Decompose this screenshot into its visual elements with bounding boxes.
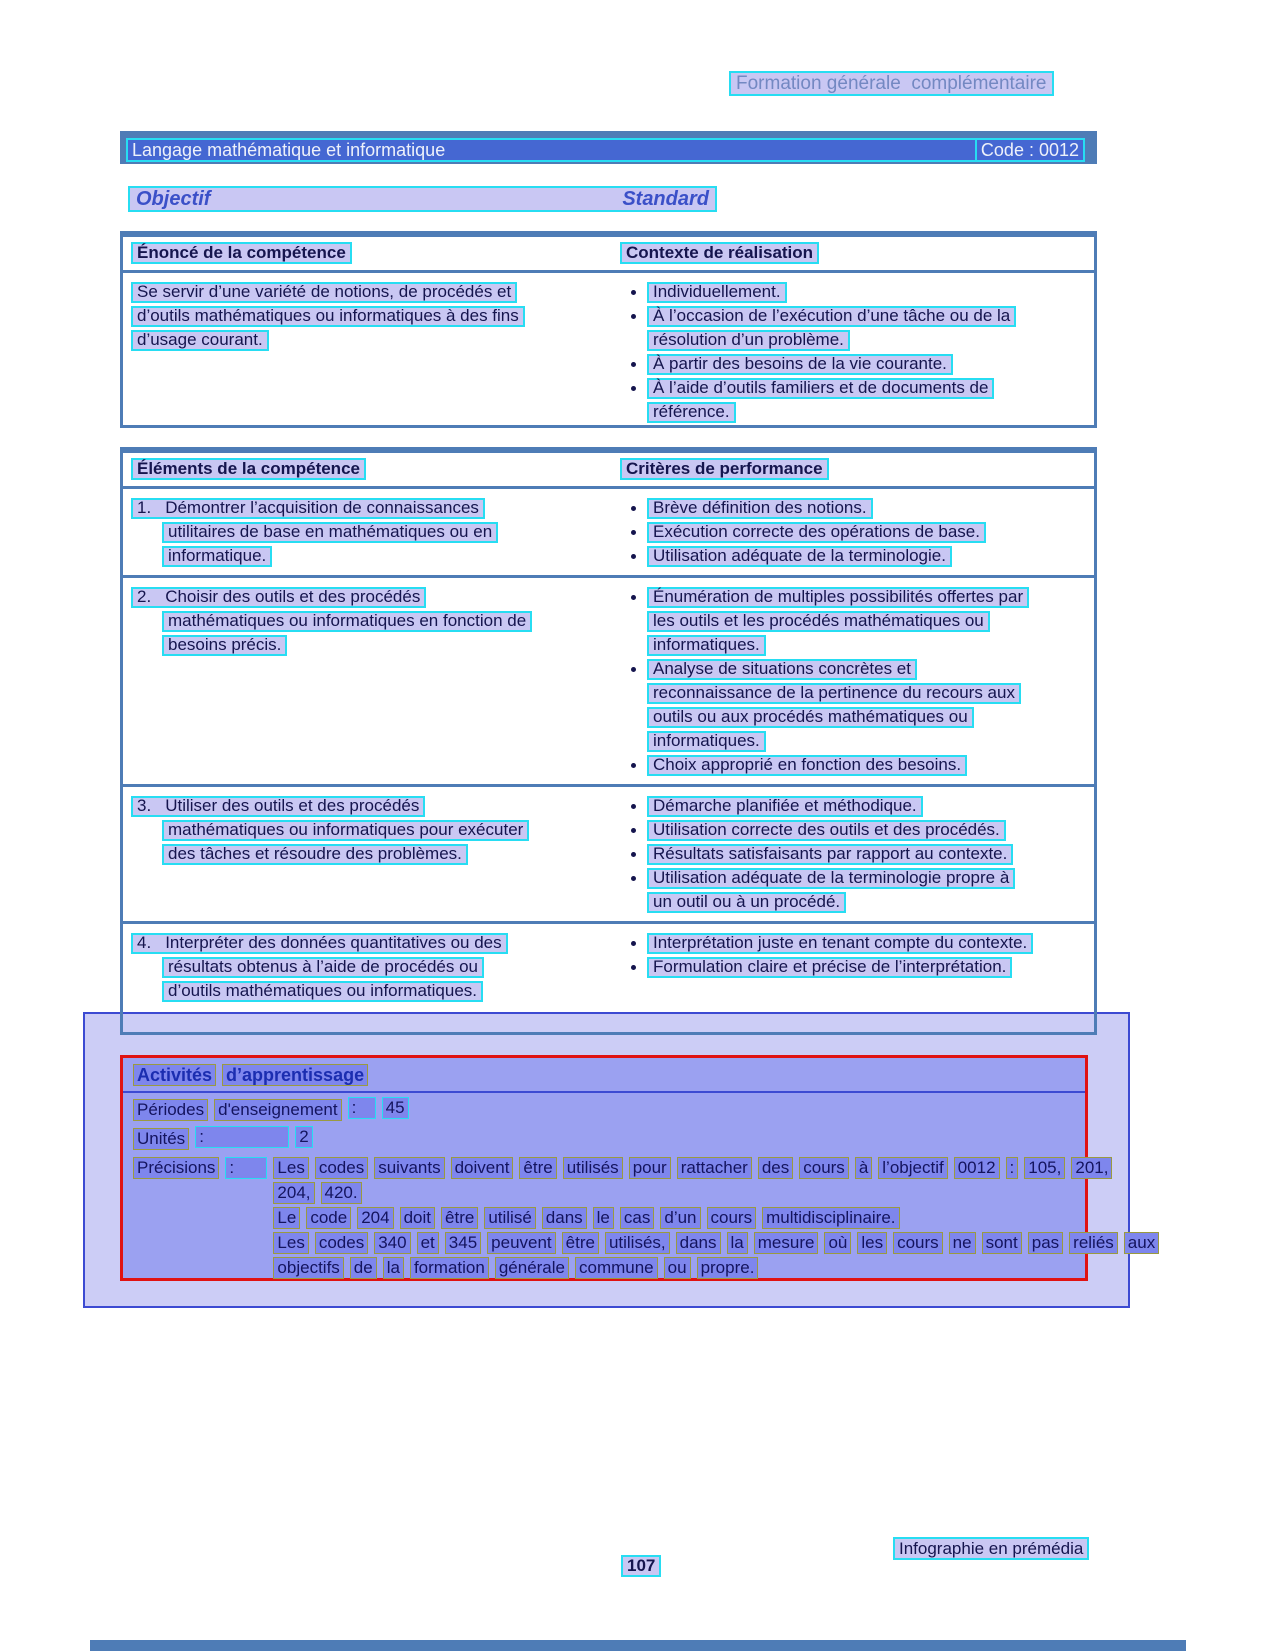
text-line: référence.: [647, 402, 736, 423]
word-chip: suivants: [374, 1157, 444, 1179]
element-cell: [123, 794, 620, 914]
word-chip: être: [519, 1157, 556, 1179]
footer-bar: [90, 1640, 1186, 1651]
element-cell: [123, 931, 620, 1003]
word-chip: générale: [495, 1257, 569, 1279]
word-chip: 105,: [1024, 1157, 1065, 1179]
word-chip: pour: [629, 1157, 671, 1179]
unites-value: 2: [295, 1126, 312, 1148]
critere-cell: [620, 794, 1094, 914]
bullet-icon: [631, 530, 636, 535]
text-line: outils ou aux procédés mathématiques ou: [647, 707, 974, 728]
word-chip: cas: [620, 1207, 654, 1229]
word-chip: doit: [400, 1207, 435, 1229]
word-chip: le: [593, 1207, 614, 1229]
word-chip: l’objectif: [878, 1157, 947, 1179]
text-line: Résultats satisfaisants par rapport au contexte.: [647, 844, 1013, 865]
text-line: [273, 1155, 1165, 1180]
text-line: les outils et les procédés mathématiques ou: [647, 611, 990, 632]
competence-table: [120, 231, 1097, 428]
text-line: À l’occasion de l’exécution d’une tâche ou de la: [647, 306, 1016, 327]
word-chip: être: [562, 1232, 599, 1254]
bullet-icon: [631, 506, 636, 511]
text-line: Brève définition des notions.: [647, 498, 873, 519]
word-chip: utilisé: [484, 1207, 535, 1229]
word-chip: Les: [273, 1232, 308, 1254]
title-banner: [120, 131, 1097, 164]
table2-row-3: [123, 784, 1094, 921]
word-chip: d’apprentissage: [222, 1064, 368, 1086]
contexte-cell: [620, 280, 1094, 424]
title-banner-highlight: [126, 138, 1085, 162]
text-line: informatiques.: [647, 635, 766, 656]
table1-header-right: Contexte de réalisation: [620, 242, 819, 264]
text-line: reconnaissance de la pertinence du recours aux: [647, 683, 1021, 704]
element-cell: [123, 496, 620, 568]
critere-cell: [620, 585, 1094, 777]
text-line: des tâches et résoudre des problèmes.: [162, 844, 468, 865]
word-chip: rattacher: [677, 1157, 752, 1179]
table1-body-row: [123, 273, 1094, 431]
word-chip: les: [857, 1232, 887, 1254]
text-line: Énumération de multiples possibilités offertes par: [647, 587, 1029, 608]
text-line: Choix approprié en fonction des besoins.: [647, 755, 967, 776]
page-number: 107: [621, 1555, 661, 1577]
bullet-icon: [631, 804, 636, 809]
text-line: mathématiques ou informatiques en fonction de: [162, 611, 532, 632]
word-chip: Précisions: [133, 1157, 219, 1179]
word-chip: 420.: [321, 1182, 362, 1204]
word-chip: formation: [410, 1257, 489, 1279]
word-chip: aux: [1124, 1232, 1159, 1254]
word-chip: être: [441, 1207, 478, 1229]
precisions-text: [273, 1155, 1165, 1280]
text-line: À partir des besoins de la vie courante.: [647, 354, 953, 375]
text-line: d’usage courant.: [131, 330, 269, 351]
word-chip: Périodes: [133, 1099, 208, 1121]
table2-row-1: [123, 489, 1094, 575]
text-line: utilitaires de base en mathématiques ou en: [162, 522, 498, 543]
separator-chip: :: [195, 1126, 289, 1148]
bullet-icon: [631, 362, 636, 367]
word-chip: sont: [982, 1232, 1022, 1254]
bullet-icon: [631, 314, 636, 319]
periodes-value: 45: [382, 1097, 409, 1119]
table2-header-row: [123, 453, 1094, 489]
text-line: Interprétation juste en tenant compte du contexte.: [647, 933, 1033, 954]
word-chip: utilisés,: [605, 1232, 670, 1254]
text-line: Utilisation adéquate de la terminologie propre à: [647, 868, 1015, 889]
word-chip: Unités: [133, 1128, 189, 1150]
text-line: [273, 1255, 1165, 1280]
text-line: [273, 1230, 1165, 1255]
text-line: Se servir d’une variété de notions, de procédés et: [131, 282, 517, 303]
word-chip: :: [1006, 1157, 1019, 1179]
unites-label: [133, 1126, 195, 1151]
word-chip: code: [306, 1207, 351, 1229]
word-chip: ne: [949, 1232, 976, 1254]
text-line: 4. Interpréter des données quantitatives ou des: [131, 933, 508, 954]
text-line: Formulation claire et précise de l’interprétation.: [647, 957, 1012, 978]
bullet-icon: [631, 667, 636, 672]
word-chip: dans: [676, 1232, 721, 1254]
periodes-row: [133, 1097, 1075, 1122]
bullet-icon: [631, 386, 636, 391]
course-code: Code : 0012: [975, 138, 1085, 162]
word-chip: objectifs: [273, 1257, 343, 1279]
title-underline: [123, 1091, 1085, 1093]
text-line: informatiques.: [647, 731, 766, 752]
word-chip: 0012: [954, 1157, 1000, 1179]
word-chip: cours: [893, 1232, 943, 1254]
footer-credit: Infographie en prémédia: [893, 1537, 1089, 1560]
word-chip: d'enseignement: [214, 1099, 342, 1121]
critere-cell: [620, 931, 1094, 1003]
text-line: mathématiques ou informatiques pour exécuter: [162, 820, 529, 841]
word-chip: 204: [357, 1207, 393, 1229]
text-line: Exécution correcte des opérations de base.: [647, 522, 986, 543]
word-chip: cours: [799, 1157, 849, 1179]
word-chip: 204,: [273, 1182, 314, 1204]
word-chip: la: [727, 1232, 748, 1254]
word-chip: et: [417, 1232, 439, 1254]
course-title: Langage mathématique et informatique: [132, 139, 446, 160]
text-line: À l’aide d’outils familiers et de documents de: [647, 378, 994, 399]
bullet-icon: [631, 852, 636, 857]
word-chip: Les: [273, 1157, 308, 1179]
precisions-row: [133, 1155, 1156, 1280]
section-bar: [128, 186, 717, 212]
word-chip: propre.: [697, 1257, 759, 1279]
table2-row-2: [123, 575, 1094, 784]
word-chip: pas: [1028, 1232, 1063, 1254]
objectif-label: Objectif: [136, 187, 211, 210]
text-line: d’outils mathématiques ou informatiques à des fins: [131, 306, 525, 327]
text-line: Individuellement.: [647, 282, 787, 303]
word-chip: Activités: [133, 1064, 216, 1086]
text-line: [273, 1205, 1165, 1230]
word-chip: multidisciplinaire.: [762, 1207, 899, 1229]
bullet-icon: [631, 595, 636, 600]
bullet-icon: [631, 828, 636, 833]
separator-chip: :: [348, 1097, 376, 1119]
precisions-label: [133, 1155, 273, 1180]
word-chip: codes: [315, 1232, 368, 1254]
bullet-icon: [631, 763, 636, 768]
word-chip: de: [350, 1257, 377, 1279]
text-line: Analyse de situations concrètes et: [647, 659, 917, 680]
bullet-icon: [631, 941, 636, 946]
table2-header-right: Critères de performance: [620, 458, 829, 480]
word-chip: doivent: [451, 1157, 514, 1179]
text-line: résultats obtenus à l’aide de procédés ou: [162, 957, 484, 978]
bullet-icon: [631, 290, 636, 295]
text-line: Démarche planifiée et méthodique.: [647, 796, 923, 817]
word-chip: 201,: [1071, 1157, 1112, 1179]
separator-chip: :: [225, 1157, 267, 1179]
page-header-label: Formation générale complémentaire: [729, 71, 1054, 96]
text-line: 2. Choisir des outils et des procédés: [131, 587, 426, 608]
bullet-icon: [631, 965, 636, 970]
activites-title: [133, 1064, 1075, 1086]
word-chip: utilisés: [563, 1157, 623, 1179]
word-chip: Le: [273, 1207, 300, 1229]
word-chip: 340: [374, 1232, 410, 1254]
word-chip: commune: [575, 1257, 658, 1279]
standard-label: Standard: [622, 187, 709, 210]
elements-criteres-table: [120, 447, 1097, 1035]
word-chip: à: [855, 1157, 872, 1179]
element-cell: [123, 585, 620, 777]
text-line: besoins précis.: [162, 635, 287, 656]
table1-header-left: Énoncé de la compétence: [131, 242, 352, 264]
word-chip: des: [758, 1157, 793, 1179]
word-chip: reliés: [1069, 1232, 1118, 1254]
table1-header-row: [123, 237, 1094, 273]
text-line: 3. Utiliser des outils et des procédés: [131, 796, 425, 817]
table2-row-4: [123, 921, 1094, 1010]
word-chip: d’un: [660, 1207, 700, 1229]
text-line: 1. Démontrer l’acquisition de connaissances: [131, 498, 485, 519]
text-line: Utilisation adéquate de la terminologie.: [647, 546, 952, 567]
word-chip: mesure: [754, 1232, 819, 1254]
table2-header-left: Éléments de la compétence: [131, 458, 366, 480]
enonce-cell: [123, 280, 620, 424]
text-line: résolution d’un problème.: [647, 330, 850, 351]
text-line: informatique.: [162, 546, 272, 567]
word-chip: dans: [542, 1207, 587, 1229]
word-chip: cours: [707, 1207, 757, 1229]
word-chip: codes: [315, 1157, 368, 1179]
bullet-icon: [631, 554, 636, 559]
unites-row: [133, 1126, 1075, 1151]
text-line: d’outils mathématiques ou informatiques.: [162, 981, 483, 1002]
text-line: un outil ou à un procédé.: [647, 892, 846, 913]
text-line: [273, 1180, 1165, 1205]
word-chip: peuvent: [487, 1232, 556, 1254]
critere-cell: [620, 496, 1094, 568]
word-chip: où: [824, 1232, 851, 1254]
word-chip: ou: [664, 1257, 691, 1279]
word-chip: 345: [445, 1232, 481, 1254]
text-line: Utilisation correcte des outils et des procédés.: [647, 820, 1006, 841]
word-chip: la: [383, 1257, 404, 1279]
periodes-label: [133, 1097, 348, 1122]
bullet-icon: [631, 876, 636, 881]
activites-apprentissage-box: [120, 1055, 1156, 1281]
